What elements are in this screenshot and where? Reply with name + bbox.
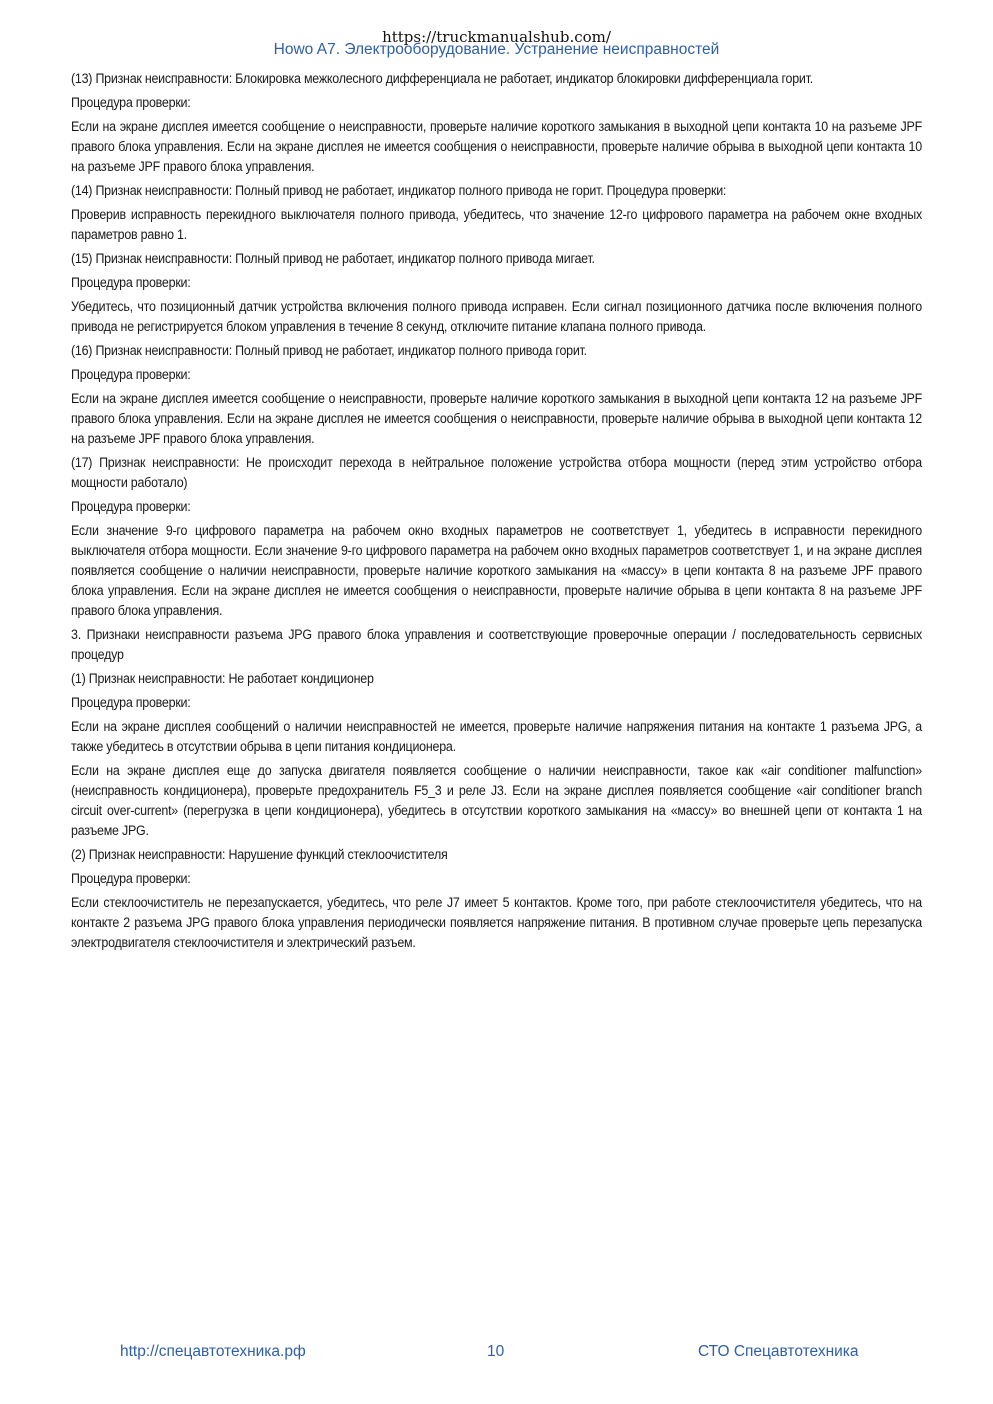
footer-website-link[interactable]: http://спецавтотехника.рф [120, 1343, 306, 1360]
paragraph: (13) Признак неисправности: Блокировка межколесного дифференциала не работает, индикатор блокировки дифференциала горит. [71, 71, 813, 86]
footer-company-name: СТО Спецавтотехника [698, 1343, 859, 1360]
document-title: Howo A7. Электрооборудование. Устранение неисправностей [273, 41, 720, 58]
paragraph: Проверив исправность перекидного выключателя полного привода, убедитесь, что значение 12-го цифрового параметра на рабочем окне входных параметров равно 1. [71, 207, 922, 242]
paragraph: Если на экране дисплея имеется сообщение о неисправности, проверьте наличие короткого замыкания в выходной цепи контакта 12 на разъеме JPF правого блока управления. Если на экране дисплея не имеется сообщения о неисправности, проверьте наличие обрыва в выходной цепи контакта 12 на разъеме JPF правого блока управления. [71, 391, 922, 446]
page-number: 10 [487, 1343, 505, 1360]
paragraph: Если на экране дисплея имеется сообщение о неисправности, проверьте наличие короткого замыкания в выходной цепи контакта 10 на разъеме JPF правого блока управления. Если на экране дисплея не имеется сообщения о неисправности, проверьте наличие обрыва в выходной цепи контакта 10 на разъеме JPF правого блока управления. [71, 119, 922, 174]
paragraph: Процедура проверки: [71, 499, 191, 514]
paragraph: Процедура проверки: [71, 871, 191, 886]
paragraph: (14) Признак неисправности: Полный привод не работает, индикатор полного привода не горит. Процедура проверки: [71, 183, 727, 198]
paragraph: Если значение 9-го цифрового параметра на рабочем окно входных параметров не соответствует 1, убедитесь в исправности перекидного выключателя отбора мощности. Если значение 9-го цифрового параметра на рабочем окно входных параметров соответствует 1, и на экране дисплея появляется сообщение о наличии неисправности, проверьте наличие короткого замыкания на «массу» в цепи контакта 8 на разъеме JPF правого блока управления. Если на экране дисплея не имеется сообщения о неисправности, проверьте наличие обрыва в цепи контакта 8 на разъеме JPF правого блока управления. [71, 523, 922, 618]
paragraph: 3. Признаки неисправности разъема JPG правого блока управления и соответствующие проверочные операции / последовательность сервисных процедур [71, 627, 922, 662]
paragraph: Процедура проверки: [71, 275, 191, 290]
paragraph: (16) Признак неисправности: Полный привод не работает, индикатор полного привода горит. [71, 343, 587, 358]
paragraph: Убедитесь, что позиционный датчик устройства включения полного привода исправен. Если сигнал позиционного датчика после включения полного привода не регистрируется блоком управления в течение 8 секунд, отключите питание клапана полного привода. [71, 299, 922, 334]
paragraph: Процедура проверки: [71, 95, 191, 110]
paragraph: Если стеклоочиститель не перезапускается, убедитесь, что реле J7 имеет 5 контактов. Кроме того, при работе стеклоочистителя убедитесь, что на контакте 2 разъема JPG правого блока управления периодически появляется напряжение питания. В противном случае проверьте цепь перезапуска электродвигателя стеклоочистителя и электрический разъем. [71, 895, 922, 950]
paragraph: Процедура проверки: [71, 367, 191, 382]
paragraph: Процедура проверки: [71, 695, 191, 710]
paragraph: (1) Признак неисправности: Не работает кондиционер [71, 671, 374, 686]
paragraph: (2) Признак неисправности: Нарушение функций стеклоочистителя [71, 847, 448, 862]
source-url[interactable]: https://truckmanualshub.com/ [382, 28, 611, 46]
paragraph: (15) Признак неисправности: Полный привод не работает, индикатор полного привода мигает. [71, 251, 595, 266]
paragraph: (17) Признак неисправности: Не происходит перехода в нейтральное положение устройства отбора мощности (перед этим устройство отбора мощности работало) [71, 455, 922, 490]
document-body [71, 69, 922, 957]
paragraph: Если на экране дисплея сообщений о наличии неисправностей не имеется, проверьте наличие напряжения питания на контакте 1 разъема JPG, а также убедитесь в отсутствии обрыва в цепи питания кондиционера. [71, 719, 922, 754]
paragraph: Если на экране дисплея еще до запуска двигателя появляется сообщение о наличии неисправности, такое как «air conditioner malfunction» (неисправность кондиционера), проверьте предохранитель F5_3 и реле J3. Если на экране дисплея появляется сообщение «air conditioner branch circuit over-current» (перегрузка в цепи кондиционера), убедитесь в отсутствии короткого замыкания на «массу» во внешней цепи от контакта 1 на разъеме JPG. [71, 763, 922, 838]
